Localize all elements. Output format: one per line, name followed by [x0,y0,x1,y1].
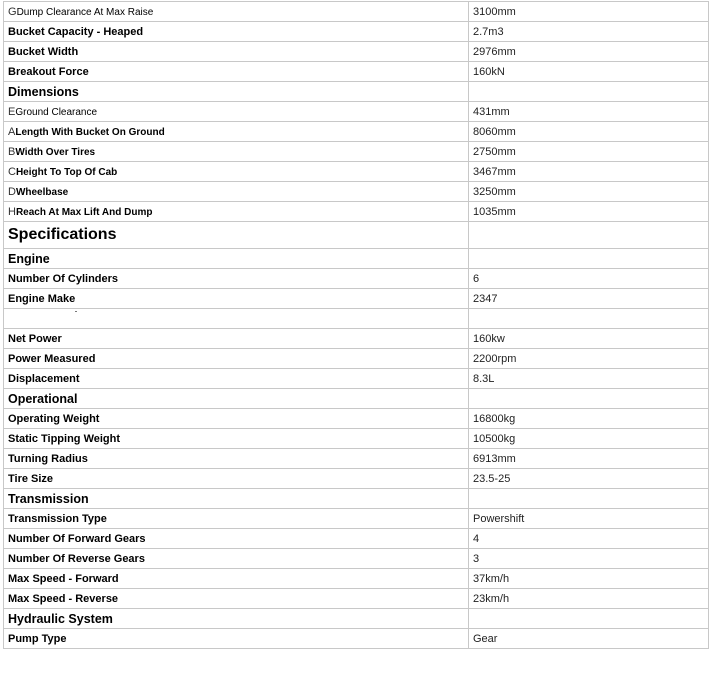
dimension-letter: H [8,205,16,218]
dimension-letter: C [8,165,16,178]
spec-label: Transmission Type [4,509,469,529]
spec-value: 2750mm [469,142,709,162]
spec-label: Power Measured [4,349,469,369]
spec-row-dump-clearance [4,2,709,22]
section-heading: Dimensions [4,82,469,102]
spec-row-reach [4,202,709,222]
dimension-letter: G [8,5,17,18]
spec-label [4,2,469,22]
spec-value: 2200rpm [469,349,709,369]
spec-label-text: Dump Clearance At Max Raise [16,6,154,18]
spec-value: 8.3L [469,369,709,389]
section-operational [4,389,709,409]
spec-value: 1035mm [469,202,709,222]
spec-value: 160kw [469,329,709,349]
spec-label: Breakout Force [4,62,469,82]
spec-label [4,182,469,202]
spec-value: Gear [469,629,709,649]
dimension-letter: D [8,185,16,198]
spec-row-turning-radius [4,449,709,469]
spec-label-text: Wheelbase [15,186,69,198]
specifications-title-row [4,222,709,249]
spec-row-breakout-force [4,62,709,82]
spec-label: Static Tipping Weight [4,429,469,449]
section-heading: Hydraulic System [4,609,469,629]
spec-row-forward-gears [4,529,709,549]
spec-value: 10500kg [469,429,709,449]
spec-label: Engine Make [4,289,469,309]
spec-row-max-speed-reverse [4,589,709,609]
spec-row-wheelbase [4,182,709,202]
spec-label-text: Length With Bucket On Ground [15,126,165,138]
spec-label [4,142,469,162]
spec-label: Displacement [4,369,469,389]
spec-row-bucket-width [4,42,709,62]
spec-value: 3100mm [469,2,709,22]
spec-row-displacement [4,369,709,389]
spec-value: Powershift [469,509,709,529]
spec-row-cylinders [4,269,709,289]
spec-label: Number Of Reverse Gears [4,549,469,569]
page-title: Specifications [4,222,469,249]
spec-row-transmission-type [4,509,709,529]
spec-row-max-speed-forward [4,569,709,589]
spec-label: Max Speed - Forward [4,569,469,589]
stray-dot [75,311,77,312]
spec-label: Bucket Width [4,42,469,62]
spec-value: 3250mm [469,182,709,202]
spec-row-reverse-gears [4,549,709,569]
section-heading: Operational [4,389,469,409]
section-transmission [4,489,709,509]
spec-label: Bucket Capacity - Heaped [4,22,469,42]
spec-row-pump-type [4,629,709,649]
spec-row-power-measured [4,349,709,369]
spec-table [3,1,709,649]
spec-row-tire-size [4,469,709,489]
spec-row-engine-make [4,289,709,309]
spec-label-text: Ground Clearance [15,106,98,118]
spec-row-empty [4,309,709,329]
spec-label-text: Height To Top Of Cab [15,166,118,178]
spec-label [4,202,469,222]
spec-label: Pump Type [4,629,469,649]
spec-row-static-tipping-weight [4,429,709,449]
spec-value: 6913mm [469,449,709,469]
section-dimensions [4,82,709,102]
spec-label [4,102,469,122]
spec-label: Max Speed - Reverse [4,589,469,609]
spec-value: 2347 [469,289,709,309]
spec-row-ground-clearance [4,102,709,122]
section-heading: Transmission [4,489,469,509]
spec-label: Turning Radius [4,449,469,469]
spec-label: Tire Size [4,469,469,489]
dimension-letter: B [8,145,16,158]
spec-value: 160kN [469,62,709,82]
dimension-letter: A [8,125,16,138]
spec-value: 3467mm [469,162,709,182]
spec-row-height [4,162,709,182]
spec-value: 2.7m3 [469,22,709,42]
spec-label-text: Reach At Max Lift And Dump [15,206,153,218]
spec-row-bucket-capacity [4,22,709,42]
spec-label: Operating Weight [4,409,469,429]
spec-value: 431mm [469,102,709,122]
spec-value: 3 [469,549,709,569]
spec-value: 8060mm [469,122,709,142]
spec-label: Number Of Cylinders [4,269,469,289]
spec-row-width [4,142,709,162]
dimension-letter: E [8,105,16,118]
spec-row-net-power [4,329,709,349]
spec-value: 2976mm [469,42,709,62]
spec-label: Number Of Forward Gears [4,529,469,549]
spec-value: 16800kg [469,409,709,429]
spec-value: 37km/h [469,569,709,589]
section-engine [4,249,709,269]
spec-row-operating-weight [4,409,709,429]
spec-value: 23km/h [469,589,709,609]
spec-value: 23.5-25 [469,469,709,489]
spec-label [4,122,469,142]
spec-label: Net Power [4,329,469,349]
spec-value: 6 [469,269,709,289]
section-hydraulic-system [4,609,709,629]
spec-row-length [4,122,709,142]
spec-value: 4 [469,529,709,549]
spec-label [4,162,469,182]
section-heading: Engine [4,249,469,269]
spec-label-text: Width Over Tires [15,146,96,158]
